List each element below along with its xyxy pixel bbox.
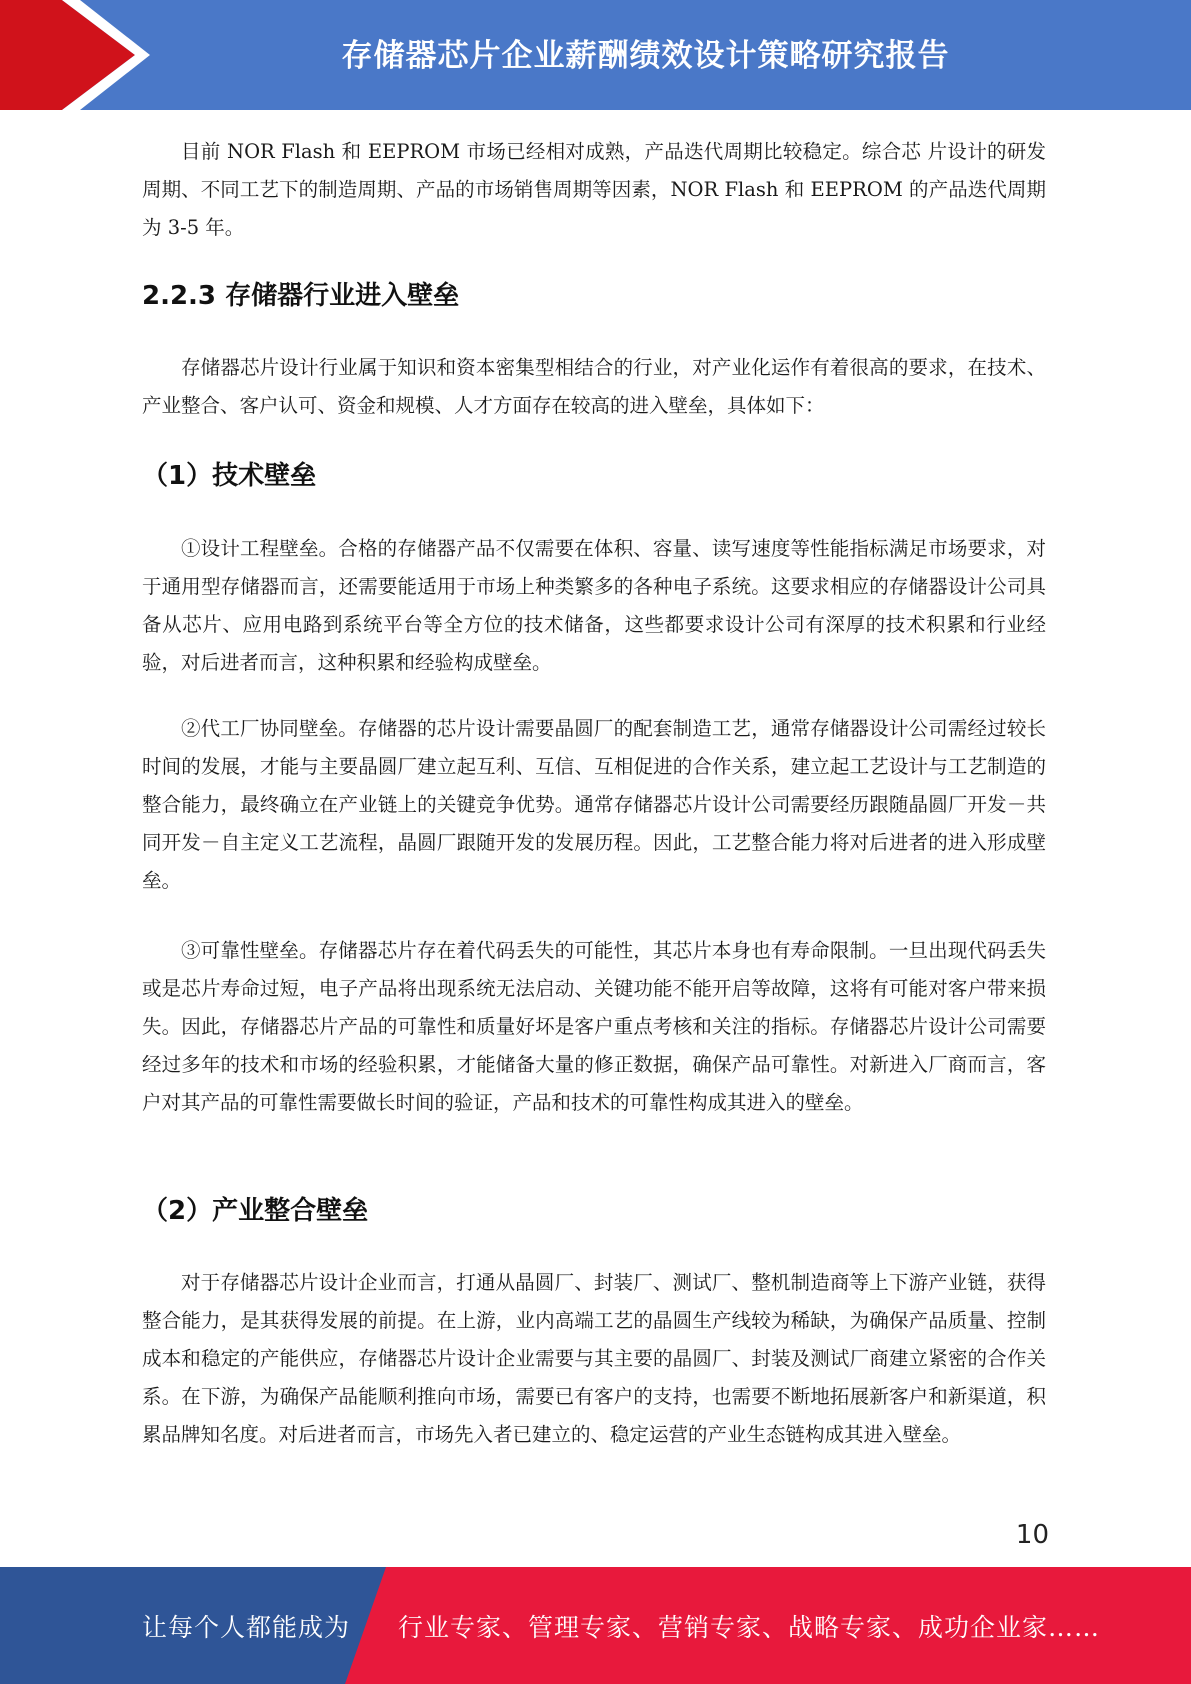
report-title: 存储器芯片企业薪酬绩效设计策略研究报告 [341, 37, 950, 74]
subheading-industry-integration-barrier: （2）产业整合壁垒 [142, 1196, 369, 1226]
paragraph-design-barrier: ①设计工程壁垒。合格的存储器产品不仅需要在体积、容量、读写速度等性能指标满足市场要求，对于通用型存储器而言，还需要能适用于市场上种类繁多的各种电子系统。这要求相应的存储器设计公司具备从芯片、应用电路到系统平台等全方位的技术储备，这些都要求设计公司有深厚的技术积累和行业经验，对后进者而言，这种积累和经验构成壁垒。 [142, 537, 1046, 674]
intro-paragraph: 目前 NOR Flash 和 EEPROM 市场已经相对成熟，产品迭代周期比较稳定。综合芯 片设计的研发周期、不同工艺下的制造周期、产品的市场销售周期等因素，NOR Flash 和 EEPROM 的产品迭代周期为 3-5 年。 [142, 140, 1046, 239]
section-heading-2-2-3: 2.2.3 存储器行业进入壁垒 [142, 281, 460, 311]
paragraph-foundry-barrier: ②代工厂协同壁垒。存储器的芯片设计需要晶圆厂的配套制造工艺，通常存储器设计公司需经过较长时间的发展，才能与主要晶圆厂建立起互利、互信、互相促进的合作关系，建立起工艺设计与工艺制造的整合能力，最终确立在产业链上的关键竞争优势。通常存储器芯片设计公司需要经历跟随晶圆厂开发－共同开发－自主定义工艺流程，晶圆厂跟随开发的发展历程。因此，工艺整合能力将对后进者的进入形成壁垒。 [142, 717, 1046, 892]
page-header [0, 0, 1191, 110]
section-2-2-3-paragraph: 存储器芯片设计行业属于知识和资本密集型相结合的行业，对产业化运作有着很高的要求，在技术、产业整合、客户认可、资金和规模、人才方面存在较高的进入壁垒，具体如下： [142, 356, 1046, 417]
page-number: 10 [1015, 1520, 1049, 1550]
page-footer [0, 1567, 1191, 1684]
paragraph-integration-barrier: 对于存储器芯片设计企业而言，打通从晶圆厂、封装厂、测试厂、整机制造商等上下游产业链，获得整合能力，是其获得发展的前提。在上游，业内高端工艺的晶圆生产线较为稀缺，为确保产品质量、控制成本和稳定的产能供应，存储器芯片设计企业需要与其主要的晶圆厂、封装及测试厂商建立紧密的合作关系。在下游，为确保产品能顺利推向市场，需要已有客户的支持，也需要不断地拓展新客户和新渠道，积累品牌知名度。对后进者而言，市场先入者已建立的、稳定运营的产业生态链构成其进入壁垒。 [142, 1271, 1046, 1446]
paragraph-reliability-barrier: ③可靠性壁垒。存储器芯片存在着代码丢失的可能性，其芯片本身也有寿命限制。一旦出现代码丢失或是芯片寿命过短，电子产品将出现系统无法启动、关键功能不能开启等故障，这将有可能对客户带来损失。因此，存储器芯片产品的可靠性和质量好坏是客户重点考核和关注的指标。存储器芯片设计公司需要经过多年的技术和市场的经验积累，才能储备大量的修正数据，确保产品可靠性。对新进入厂商而言，客户对其产品的可靠性需要做长时间的验证，产品和技术的可靠性构成其进入的壁垒。 [142, 939, 1046, 1114]
header-arrow-decoration [0, 0, 160, 110]
footer-slogan-right: 行业专家、管理专家、营销专家、战略专家、成功企业家…… [398, 1612, 1101, 1642]
subheading-technical-barrier: （1）技术壁垒 [142, 461, 317, 491]
footer-slogan-left: 让每个人都能成为 [142, 1612, 351, 1642]
